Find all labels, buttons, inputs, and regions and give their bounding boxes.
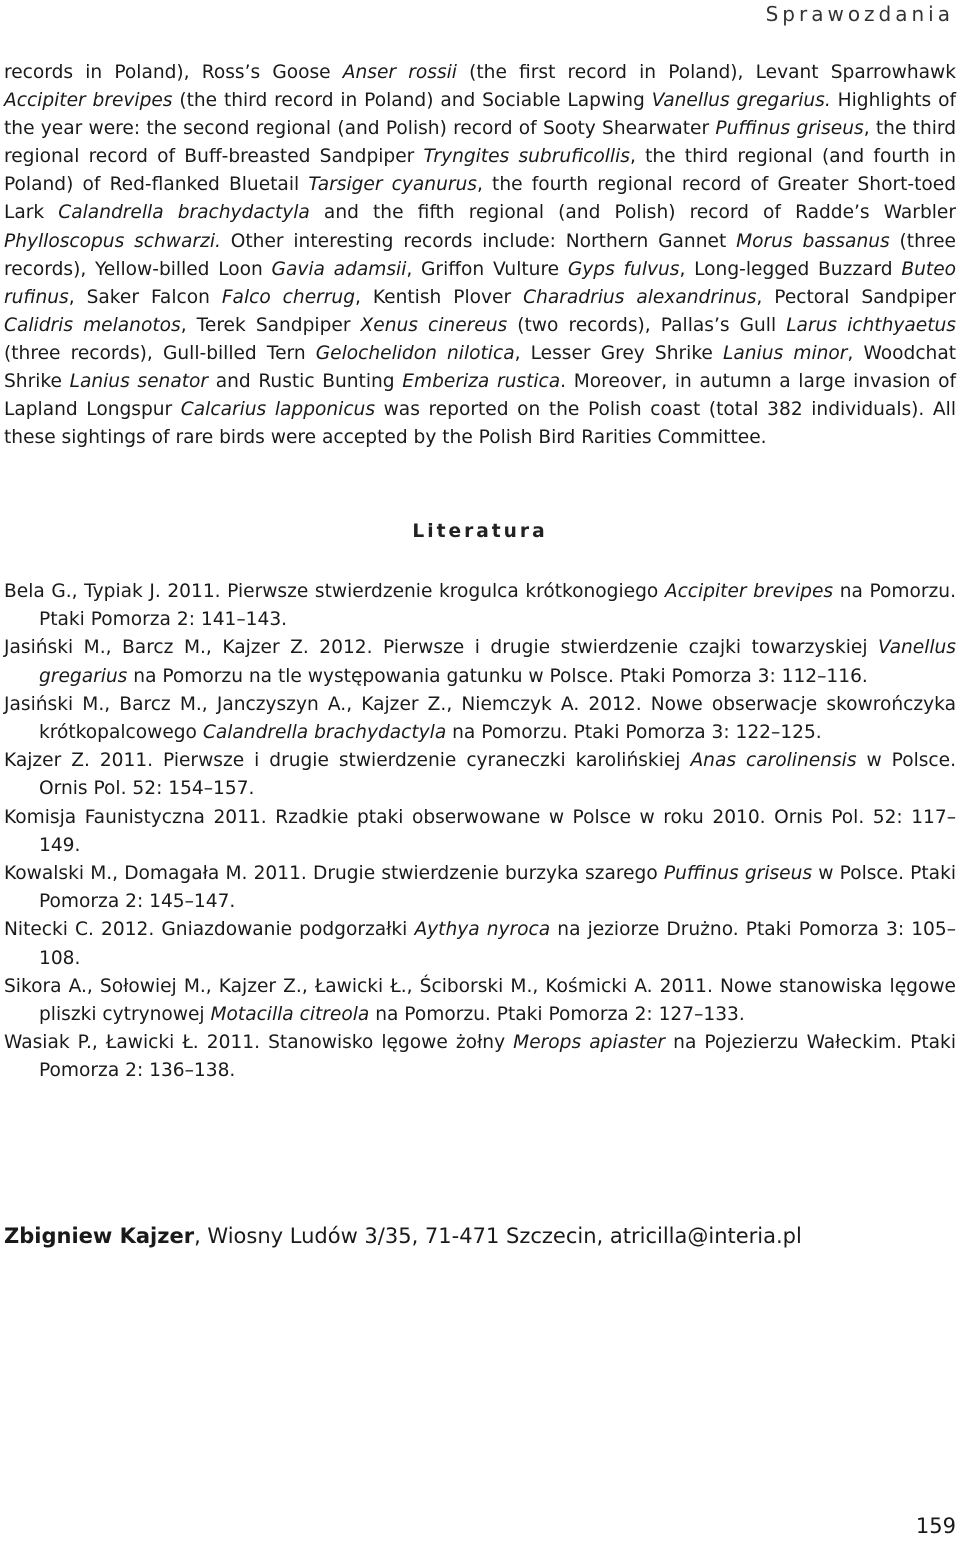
species-name: Vanellus gregarius bbox=[39, 637, 956, 687]
text-run: (the third record in Poland) and Sociable Lapwing bbox=[172, 90, 652, 112]
text-run: , Pectoral Sandpiper bbox=[756, 286, 956, 308]
author-line bbox=[4, 1224, 802, 1248]
text-run: and Rustic Bunting bbox=[208, 371, 403, 393]
species-name: Accipiter brevipes bbox=[664, 581, 834, 602]
species-name: Morus bassanus bbox=[736, 230, 890, 252]
text-run: Kowalski M., Domagała M. 2011. Drugie stwierdzenie burzyka szarego bbox=[4, 863, 664, 885]
species-name: Tryngites subruficollis bbox=[423, 146, 630, 168]
species-name: Gavia adamsii bbox=[271, 258, 407, 280]
text-run: Komisja Faunistyczna 2011. Rzadkie ptaki obserwowane w Polsce w roku 2010. Ornis Pol. 52: 117–149. bbox=[4, 806, 956, 856]
reference-item bbox=[4, 860, 956, 916]
text-run: Highlights of the year were: the second regional (and Polish) record of Sooty Shearwater bbox=[4, 90, 957, 140]
species-name: Calidris melanotos bbox=[4, 314, 181, 336]
text-run: na Pomorzu. Ptaki Pomorza 2: 141–143. bbox=[39, 581, 957, 631]
text-run: Kajzer Z. 2011. Pierwsze i drugie stwierdzenie cyraneczki karolińskiej bbox=[4, 750, 691, 772]
reference-item bbox=[4, 691, 956, 747]
text-run: Wasiak P., Ławicki Ł. 2011. Stanowisko lęgowe żołny bbox=[4, 1032, 514, 1054]
text-run: Bela G., Typiak J. 2011. Pierwsze stwierdzenie krogulca krótkonogiego bbox=[4, 581, 665, 602]
species-name: Falco cherrug bbox=[221, 286, 356, 308]
species-name: Lanius minor bbox=[723, 342, 848, 364]
text-run: Sikora A., Sołowiej M., Kajzer Z., Ławicki Ł., Ściborski M., Kośmicki A. 2011. Nowe stanowiska lęgowe pliszki cytrynowej bbox=[4, 975, 956, 1026]
text-run: Nitecki C. 2012. Gniazdowanie podgorzałki bbox=[4, 919, 415, 941]
species-name: Lanius senator bbox=[69, 371, 209, 393]
species-name: Xenus cinereus bbox=[360, 314, 508, 336]
text-run: Other interesting records include: Northern Gannet bbox=[220, 230, 737, 252]
species-name: Charadrius alexandrinus bbox=[523, 286, 757, 308]
text-run: , the fourth regional record of Greater Short-toed Lark bbox=[4, 174, 956, 224]
literature-heading: Literatura bbox=[412, 521, 548, 542]
reference-item bbox=[4, 634, 956, 690]
reference-item bbox=[4, 916, 956, 972]
species-name: Motacilla citreola bbox=[210, 1004, 370, 1026]
text-run: , Saker Falcon bbox=[68, 286, 222, 308]
section-header: Sprawozdania bbox=[765, 2, 954, 26]
species-name: Gyps fulvus bbox=[567, 258, 680, 280]
text-run: , Woodchat Shrike bbox=[4, 342, 957, 393]
species-name: Tarsiger cyanurus bbox=[308, 174, 477, 196]
species-name: Aythya nyroca bbox=[414, 919, 551, 941]
text-run: , Terek Sandpiper bbox=[180, 314, 361, 336]
text-run: . Moreover, in autumn a large invasion of Lapland Longspur bbox=[4, 371, 957, 421]
text-run: Jasiński M., Barcz M., Kajzer Z. 2012. Pierwsze i drugie stwierdzenie czajki towarzyskiej bbox=[4, 637, 879, 659]
reference-item bbox=[4, 973, 956, 1029]
species-name: Anas carolinensis bbox=[690, 750, 857, 772]
species-name: Larus ichthyaetus bbox=[786, 314, 956, 336]
text-run: records in Poland), Ross’s Goose bbox=[4, 62, 343, 83]
text-run: na Pomorzu na tle występowania gatunku w Polsce. Ptaki Pomorza 3: 112–116. bbox=[127, 665, 868, 687]
species-name: Accipiter brevipes bbox=[4, 90, 173, 112]
species-name: Vanellus gregarius. bbox=[651, 90, 831, 112]
body-paragraph bbox=[4, 59, 956, 452]
author-name: Zbigniew Kajzer bbox=[4, 1224, 195, 1248]
species-name: Phylloscopus schwarzi. bbox=[4, 230, 221, 252]
species-name: Merops apiaster bbox=[513, 1032, 666, 1054]
text-run: , Kentish Plover bbox=[355, 286, 524, 308]
text-run: (three records), Yellow-billed Loon bbox=[4, 230, 956, 280]
text-run: na Pomorzu. Ptaki Pomorza 2: 127–133. bbox=[369, 1004, 745, 1026]
text-run: (the first record in Poland), Levant Sparrowhawk bbox=[456, 62, 957, 83]
species-name: Puffinus griseus bbox=[663, 863, 813, 885]
reference-item bbox=[4, 578, 956, 634]
species-name: Gelochelidon nilotica bbox=[315, 342, 515, 364]
author-address: , Wiosny Ludów 3/35, 71-471 Szczecin, atricilla@interia.pl bbox=[194, 1224, 802, 1248]
reference-item bbox=[4, 804, 956, 860]
text-run: and the fifth regional (and Polish) record of Radde’s Warbler bbox=[309, 202, 957, 224]
species-name: Buteo rufinus bbox=[4, 258, 957, 308]
text-run: , the third regional record of Buff-breasted Sandpiper bbox=[4, 118, 957, 168]
text-run: w Polsce. Ornis Pol. 52: 154–157. bbox=[39, 750, 956, 800]
reference-item bbox=[4, 1029, 956, 1085]
species-name: Calandrella brachydactyla bbox=[58, 202, 310, 224]
text-run: na jeziorze Drużno. Ptaki Pomorza 3: 105–108. bbox=[39, 919, 956, 969]
species-name: Calandrella brachydactyla bbox=[202, 722, 447, 744]
species-name: Calcarius lapponicus bbox=[180, 399, 376, 421]
text-run: was reported on the Polish coast (total 382 individuals). All these sightings of rare birds were accepted by the Polish Bird Rarities Committee. bbox=[4, 399, 956, 449]
text-run: w Polsce. Ptaki Pomorza 2: 145–147. bbox=[39, 863, 957, 913]
species-name: Emberiza rustica bbox=[402, 371, 561, 393]
species-name: Anser rossii bbox=[342, 62, 457, 83]
text-run: (two records), Pallas’s Gull bbox=[507, 314, 787, 336]
species-name: Puffinus griseus bbox=[715, 118, 864, 140]
reference-list bbox=[4, 578, 956, 1086]
text-run: na Pojezierzu Wałeckim. Ptaki Pomorza 2: 136–138. bbox=[39, 1032, 956, 1082]
text-run: na Pomorzu. Ptaki Pomorza 3: 122–125. bbox=[446, 722, 822, 744]
reference-item bbox=[4, 747, 956, 803]
text-run: , the third regional (and fourth in Poland) of Red-flanked Bluetail bbox=[4, 146, 956, 196]
text-run: (three records), Gull-billed Tern bbox=[4, 342, 316, 364]
text-run: Jasiński M., Barcz M., Janczyszyn A., Kajzer Z., Niemczyk A. 2012. Nowe obserwacje skowrończyka krótkopalcowego bbox=[4, 693, 956, 744]
text-run: , Long-legged Buzzard bbox=[679, 258, 902, 280]
page-number: 159 bbox=[915, 1514, 956, 1538]
text-run: , Lesser Grey Shrike bbox=[514, 342, 724, 364]
text-run: , Griffon Vulture bbox=[406, 258, 568, 280]
